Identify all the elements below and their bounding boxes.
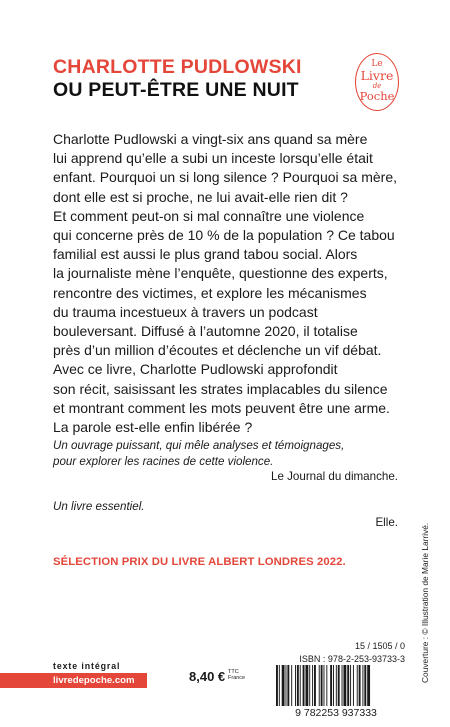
summary-line: Et comment peut-on si mal connaître une violence	[53, 207, 365, 224]
summary-line: Charlotte Pudlowski a vingt-six ans quand sa mère	[53, 131, 368, 147]
isbn-number: ISBN : 978-2-253-93733-3	[299, 654, 405, 664]
barcode-bar	[367, 665, 370, 706]
press-quote-source: Le Journal du dimanche.	[271, 470, 398, 483]
summary-line: son récit, saisissant les strates implacables du silence	[53, 380, 388, 397]
barcode-bar	[343, 665, 346, 706]
barcode-bar	[276, 665, 278, 706]
summary-line: dont elle est si proche, ne lui avait-elle rien dit ?	[53, 188, 348, 205]
barcode-bar	[326, 665, 327, 706]
summary-line: familial est aussi le plus grand tabou social. Alors	[53, 246, 358, 263]
barcode-bar	[287, 665, 289, 706]
barcode-bar	[364, 665, 366, 706]
summary-line: du trauma incestueux à travers un podcast	[53, 303, 318, 320]
barcode-bar	[357, 665, 358, 706]
logo-line-le: Le	[371, 59, 383, 69]
barcode-bar	[319, 665, 320, 706]
barcode-bar	[347, 665, 349, 706]
press-quote-text: pour explorer les racines de cette violence.	[53, 454, 274, 468]
barcode-bar	[314, 665, 316, 706]
press-quote-elle	[53, 499, 398, 530]
price: 8,40 €	[189, 669, 226, 684]
book-title: OU PEUT-ÊTRE UNE NUIT	[53, 79, 299, 101]
author-name: CHARLOTTE PUDLOWSKI	[53, 56, 302, 78]
summary-line: bouleversant. Diffusé à l’automne 2020, il totalise	[53, 323, 358, 340]
press-quote-source: Elle.	[375, 515, 398, 529]
price-tax-note	[228, 669, 245, 681]
barcode-bar	[309, 665, 310, 706]
barcode-bar	[291, 665, 292, 706]
logo-line-livre: Livre	[360, 68, 394, 83]
summary-line: enfant. Pourquoi un si long silence ? Pourquoi sa mère,	[53, 169, 397, 186]
summary-line: qui concerne près de 10 % de la population ? Ce tabou	[53, 227, 395, 244]
barcode-bar	[336, 665, 337, 706]
barcode-bar	[297, 665, 299, 706]
prize-selection: SÉLECTION PRIX DU LIVRE ALBERT LONDRES 2022.	[53, 556, 346, 568]
barcode-bar	[338, 665, 340, 706]
barcode-bar	[305, 665, 308, 706]
barcode-bar	[330, 665, 332, 706]
barcode-bar	[303, 665, 305, 706]
barcode-bar	[312, 665, 313, 706]
barcode-digits: 9 782253 937333	[295, 707, 377, 717]
press-quote-text: Un livre essentiel.	[53, 500, 145, 513]
press-quote-text: Un ouvrage puissant, qui mêle analyses et témoignages,	[53, 439, 345, 452]
book-summary	[53, 130, 433, 437]
publisher-logo	[355, 53, 399, 111]
barcode-bar	[359, 665, 361, 706]
texte-integral-label: texte intégral	[53, 661, 121, 671]
isbn-barcode	[268, 665, 404, 717]
barcode-bar	[279, 665, 280, 706]
barcode-bar	[295, 665, 296, 706]
press-quote-jdd	[53, 438, 398, 485]
cover-credit: Couverture : © Illustration de Marie Larrivé.	[420, 522, 430, 683]
logo-line-poche: Poche	[359, 89, 395, 103]
price-tax-ttc: TTC	[228, 669, 239, 675]
summary-line: rencontre des victimes, et explore les mécanismes	[53, 284, 367, 301]
website-link[interactable]: livredepoche.com	[53, 675, 135, 686]
barcode-bar	[282, 665, 285, 706]
barcode-bar	[300, 665, 301, 706]
barcode-bar	[342, 665, 343, 706]
summary-line: près d’un million d’écoutes et déclenche un vif débat.	[53, 342, 382, 359]
logo-line-de: de	[372, 82, 382, 90]
barcode-bar	[321, 665, 323, 706]
barcode-bar	[333, 665, 334, 706]
catalog-code: 15 / 1505 / 0	[354, 641, 405, 651]
summary-line: la journaliste mène l’enquête, questionne des experts,	[53, 265, 388, 282]
summary-line: La parole est-elle enfin libérée ?	[53, 419, 253, 436]
barcode-bar	[324, 665, 325, 706]
barcode-bar	[350, 665, 351, 706]
barcode-bar	[362, 665, 363, 706]
summary-line: lui apprend qu’elle a subi un inceste lorsqu’elle était	[53, 150, 373, 167]
summary-line: Avec ce livre, Charlotte Pudlowski approfondit	[53, 361, 338, 378]
summary-line: et montrant comment les mots peuvent être une arme.	[53, 399, 390, 416]
barcode-bar	[286, 665, 287, 706]
barcode-bar	[353, 665, 354, 706]
price-tax-france: France	[228, 675, 246, 681]
